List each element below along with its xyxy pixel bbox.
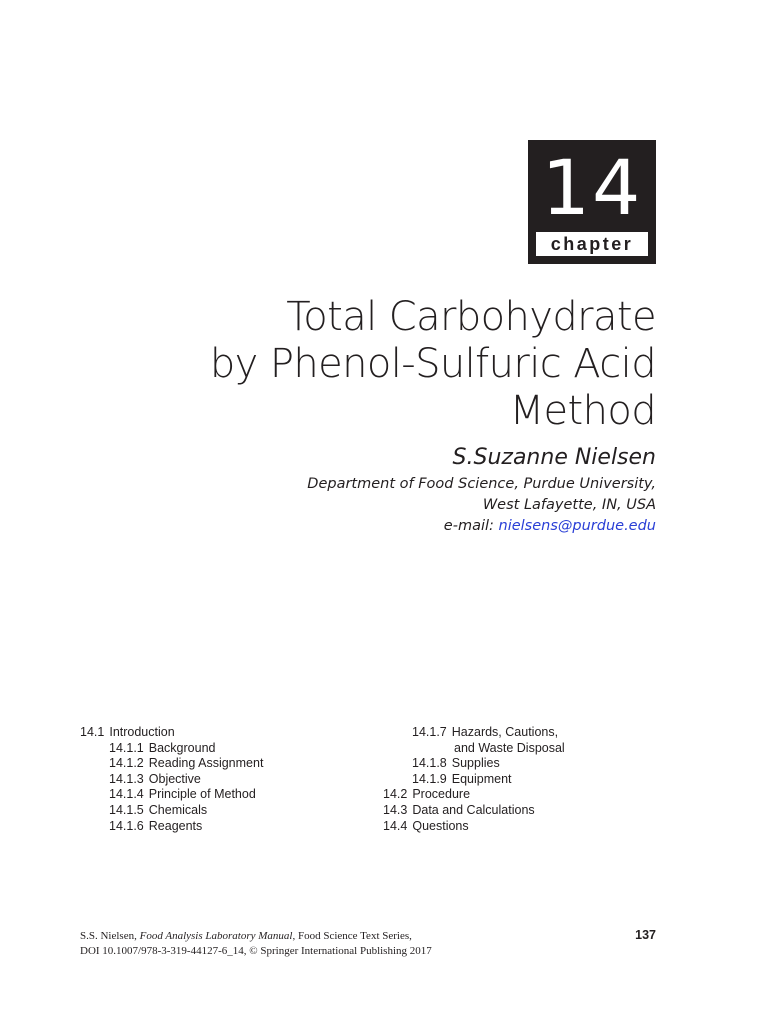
toc-label: Supplies bbox=[451, 756, 500, 771]
email-link[interactable]: nielsens@purdue.edu bbox=[498, 518, 656, 534]
toc-item[interactable] bbox=[80, 819, 370, 835]
citation-series: , Food Science Text Series, bbox=[292, 930, 412, 942]
toc-label: Reading Assignment bbox=[148, 756, 264, 771]
email-label: e-mail: bbox=[443, 518, 499, 534]
toc-label: Hazards, Cautions, bbox=[451, 725, 559, 739]
citation-doi: DOI 10.1007/978-3-319-44127-6_14, © Springer International Publishing 2017 bbox=[80, 944, 432, 957]
toc-item[interactable] bbox=[383, 819, 683, 835]
email-line bbox=[307, 516, 656, 537]
toc-number: 14.1.2 bbox=[109, 756, 144, 771]
toc-number: 14.1.9 bbox=[412, 771, 447, 786]
citation-author: S.S. Nielsen, bbox=[80, 930, 140, 942]
toc-number: 14.1.7 bbox=[412, 725, 447, 739]
citation-book-title: Food Analysis Laboratory Manual bbox=[139, 930, 293, 942]
toc-item[interactable] bbox=[383, 756, 683, 772]
toc-label: Data and Calculations bbox=[412, 802, 535, 817]
page-number: 137 bbox=[635, 928, 656, 942]
toc-number: 14.3 bbox=[383, 802, 408, 817]
chapter-title bbox=[116, 294, 656, 435]
citation-footer bbox=[80, 929, 432, 958]
toc-item[interactable] bbox=[383, 725, 683, 741]
toc-number: 14.1.3 bbox=[109, 771, 144, 786]
toc-label: Chemicals bbox=[148, 802, 208, 817]
toc-number: 14.1.5 bbox=[109, 802, 144, 817]
chapter-title-line-3: Method bbox=[509, 388, 656, 434]
toc-label: and Waste Disposal bbox=[454, 740, 565, 755]
toc-right-column bbox=[383, 725, 683, 834]
chapter-label-box bbox=[536, 232, 648, 256]
toc-item[interactable] bbox=[383, 803, 683, 819]
toc-number: 14.2 bbox=[383, 787, 408, 802]
chapter-number: 14 bbox=[541, 143, 643, 232]
toc-number: 14.1 bbox=[80, 725, 105, 739]
chapter-badge bbox=[528, 140, 656, 264]
toc-number: 14.4 bbox=[383, 818, 408, 833]
toc-label: Questions bbox=[412, 818, 469, 833]
toc-item[interactable] bbox=[80, 725, 370, 741]
toc-item-continuation[interactable] bbox=[383, 741, 683, 757]
citation-line-1 bbox=[80, 929, 432, 944]
toc-item[interactable] bbox=[80, 787, 370, 803]
toc-number: 14.1.1 bbox=[109, 740, 144, 755]
toc-number: 14.1.8 bbox=[412, 756, 447, 771]
toc-left-column bbox=[80, 725, 370, 834]
toc-label: Introduction bbox=[109, 725, 175, 739]
toc-item[interactable] bbox=[80, 803, 370, 819]
chapter-title-line-1: Total Carbohydrate bbox=[286, 294, 656, 340]
toc-label: Objective bbox=[148, 771, 201, 786]
author-affiliation bbox=[307, 474, 656, 537]
affiliation-line-1: Department of Food Science, Purdue University, bbox=[307, 476, 656, 492]
toc-item[interactable] bbox=[383, 787, 683, 803]
toc-label: Reagents bbox=[148, 818, 203, 833]
toc-label: Procedure bbox=[412, 787, 471, 802]
affiliation-line-2: West Lafayette, IN, USA bbox=[482, 497, 656, 513]
chapter-title-line-2: by Phenol-Sulfuric Acid bbox=[209, 341, 656, 387]
toc-number: 14.1.4 bbox=[109, 787, 144, 802]
chapter-label: chapter bbox=[550, 234, 634, 254]
author-name: S.Suzanne Nielsen bbox=[452, 445, 656, 470]
toc-item[interactable] bbox=[383, 772, 683, 788]
toc-label: Equipment bbox=[451, 771, 512, 786]
toc-item[interactable] bbox=[80, 756, 370, 772]
toc-label: Principle of Method bbox=[148, 787, 256, 802]
toc-label: Background bbox=[148, 740, 216, 755]
toc-item[interactable] bbox=[80, 741, 370, 757]
toc-item[interactable] bbox=[80, 772, 370, 788]
toc-number: 14.1.6 bbox=[109, 818, 144, 833]
